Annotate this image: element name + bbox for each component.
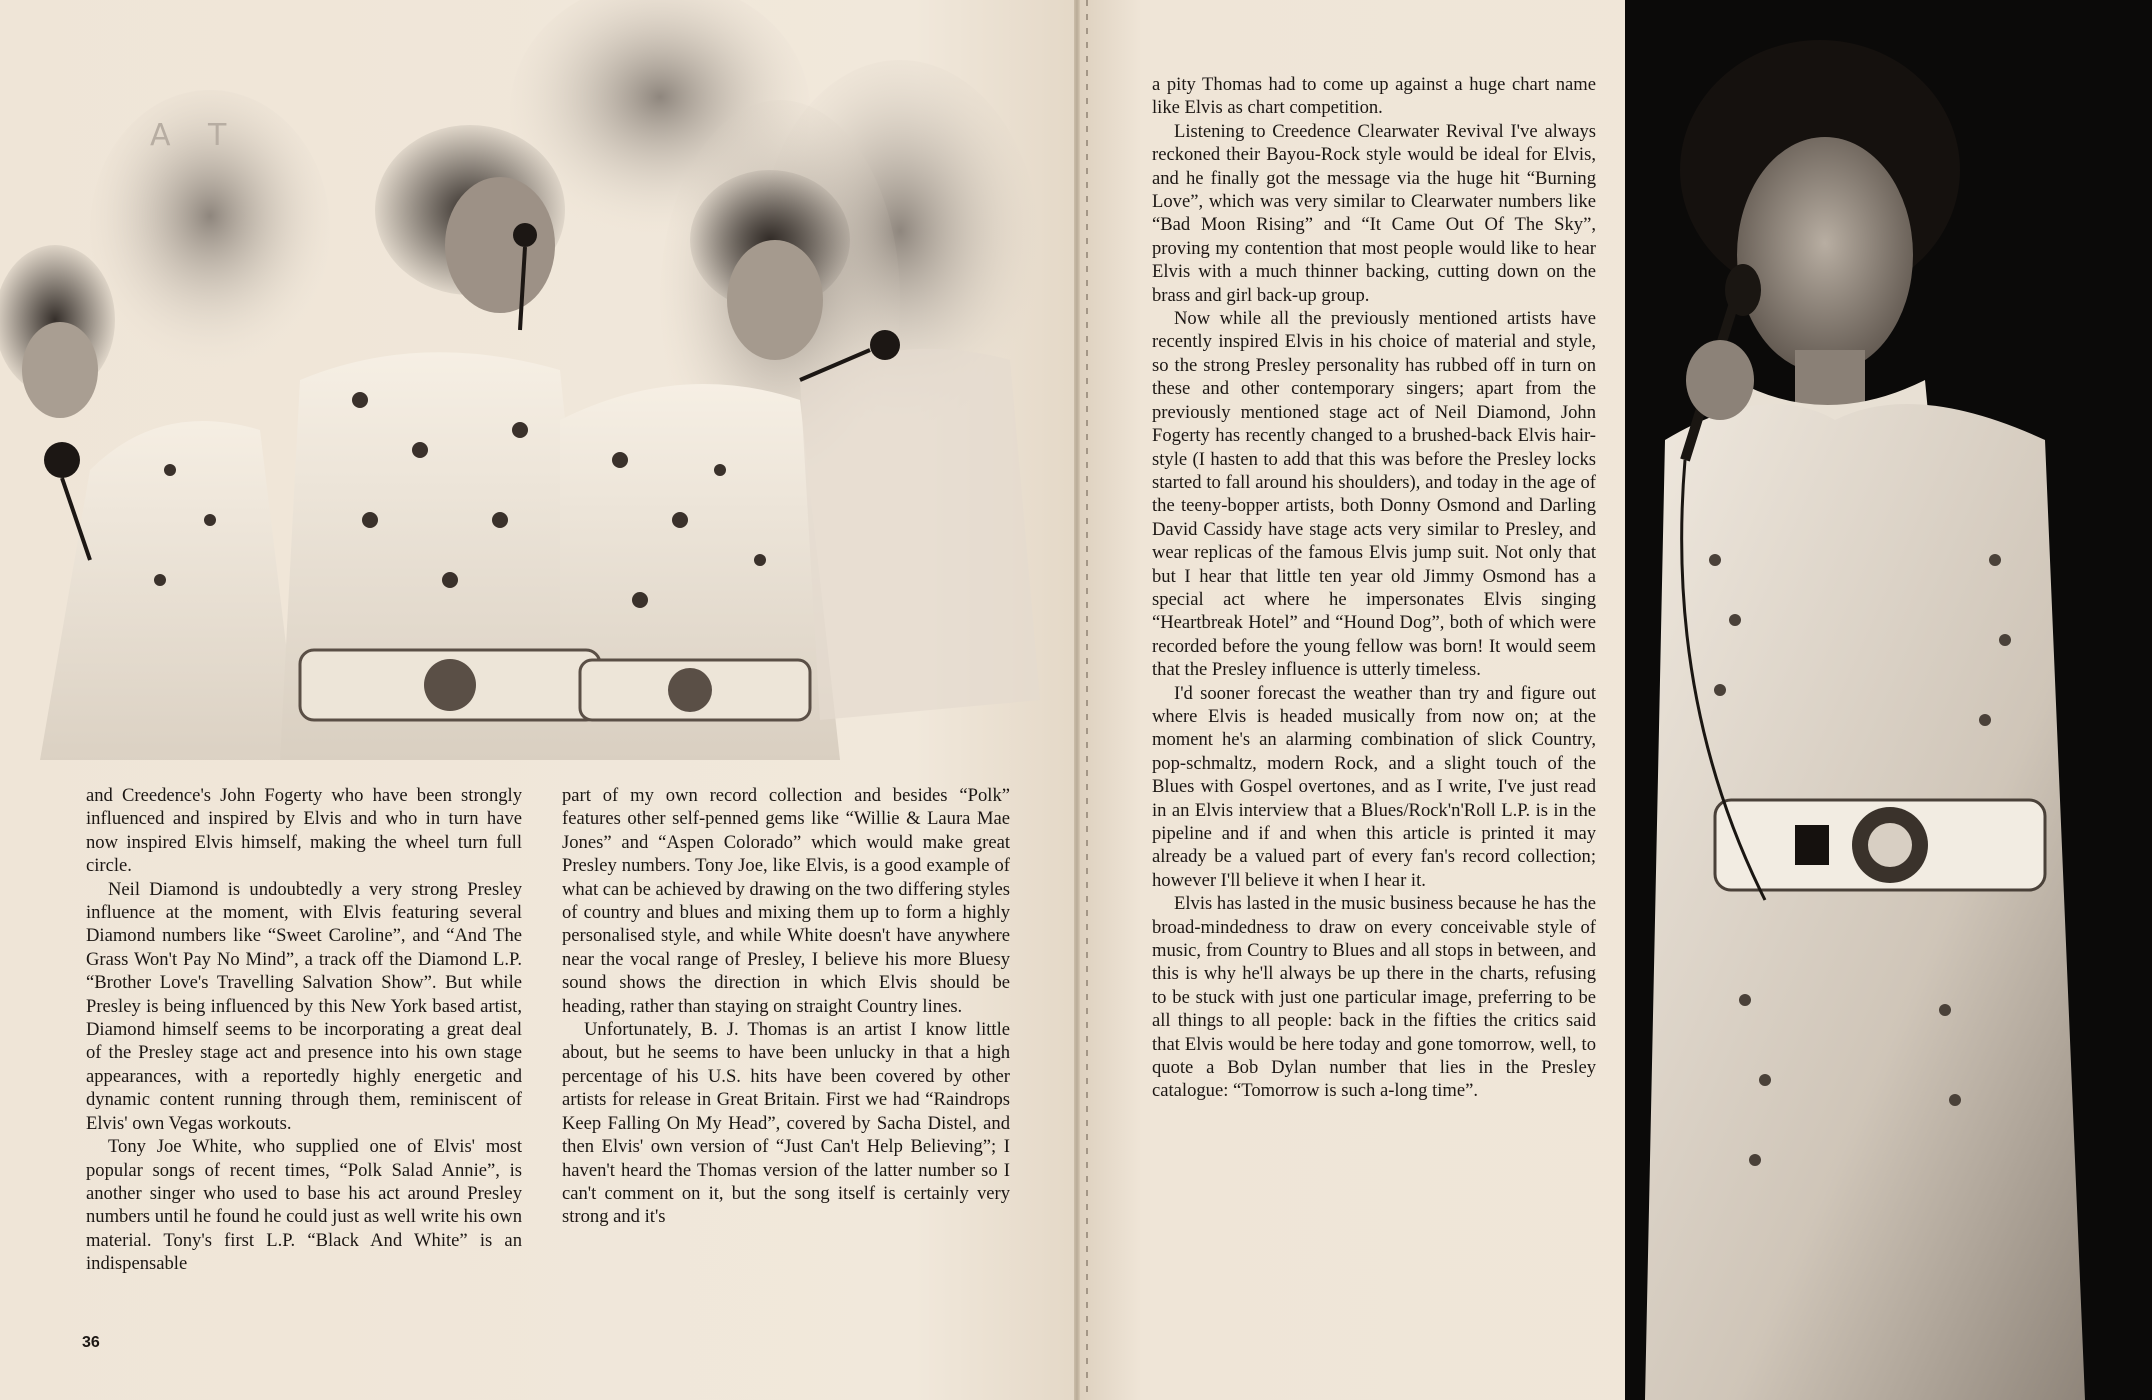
paragraph: Now while all the previously mentioned artists have recently inspired Elvis in his choice of material and style, so the strong Presley personality has rubbed off in turn on these and other contemporary singers; apart from the previously mentioned stage act of Neil Diamond, John Fogerty has recently changed to a brushed-back Elvis hair-style (I hasten to add that this was before the Presley locks started to fall around his shoulders), and today in the age of the teeny-bopper artists, both Donny Osmond and Darling David Cassidy have stage acts very similar to Presley, and wear replicas of the famous Elvis jump suit. Not only that but I hear that little ten year old Jimmy Osmond has a special act where he impersonates Elvis singing “Heartbreak Hotel” and “Hound Dog”, both of which were recorded before the young fellow was born! It would seem that the Presley influence is utterly timeless. [1152, 308, 1596, 681]
paragraph: a pity Thomas had to come up against a huge chart name like Elvis as chart competition. [1152, 74, 1596, 119]
paragraph: Neil Diamond is undoubtedly a very strong Presley influence at the moment, with Elvis featuring several Diamond numbers like “Sweet Caroline”, and “And The Grass Won't Pay No Mind”, a track off the Diamond L.P. “Brother Love's Travelling Salvation Show”. But while Presley is being influenced by this New York based artist, Diamond himself seems to be incorporating a great deal of the Presley stage act and presence into his own stage appearances, with a reportedly highly energetic and dynamic content running through them, reminiscent of Elvis' own Vegas workouts. [86, 878, 522, 1134]
elvis-multiple-exposure-photo [0, 0, 1060, 775]
page-gutter [1074, 0, 1080, 1400]
article-column-2 [562, 784, 1010, 1229]
paragraph: Unfortunately, B. J. Thomas is an artist I know little about, but he seems to have been unlucky in that a high percentage of his U.S. hits have been covered by other artists for release in Great Britain. First we had “Raindrops Keep Falling On My Head”, covered by Sacha Distel, and then Elvis' own version of “Just Can't Help Believing”; I haven't heard the Thomas version of the latter number so I can't comment on it, but the song itself is certainly very strong and it's [562, 1019, 1010, 1228]
paragraph: Elvis has lasted in the music business because he has the broad-mindedness to draw on every conceivable style of music, from Country to Blues and all stops in between, and this is why he'll always be up there in the charts, refusing to be stuck with just one particular image, preferring to be all things to all people: back in the fifties the critics said that Elvis would be here today and gone tomorrow, well, to quote a Bob Dylan number that lies in the Presley catalogue: “Tomorrow is such a-long time”. [1152, 893, 1596, 1102]
pencil-mark: A T [150, 118, 241, 153]
binding-stitch [1086, 0, 1088, 1400]
paragraph: I'd sooner forecast the weather than try and figure out where Elvis is headed musically from now on; at the moment he's an alarming combination of slick Country, pop-schmaltz, modern Rock, and a slight touch of the Blues with Gospel overtones, and as I write, I've just read in an Elvis interview that a Blues/Rock'n'Roll L.P. is in the pipeline and if and when this article is printed it may already be a valued part of every fan's record collection; however I'll believe it when I hear it. [1152, 682, 1596, 891]
paragraph: part of my own record collection and besides “Polk” features other self-penned gems like “Willie & Laura Mae Jones” and “Aspen Colorado” which would make great Presley numbers. Tony Joe, like Elvis, is a good example of what can be achieved by drawing on the two differing styles of country and blues and mixing them up to form a highly personalised style, and while White doesn't have anywhere near the vocal range of Presley, I believe his more Bluesy sound shows the direction in which Elvis should be heading, rather than staying on straight Country lines. [562, 785, 1010, 1017]
article-column-1 [86, 784, 522, 1276]
paragraph: Tony Joe White, who supplied one of Elvis' most popular songs of recent times, “Polk Salad Annie”, is another singer who used to base his act around Presley numbers until he found he could just as well write his own material. Tony's first L.P. “Black And White” is an indispensable [86, 1136, 522, 1275]
paragraph: and Creedence's John Fogerty who have been strongly influenced and inspired by Elvis and who in turn have now inspired Elvis himself, making the wheel turn full circle. [86, 785, 522, 877]
article-column-3 [1152, 73, 1596, 1103]
elvis-concert-photo [1625, 0, 2152, 1400]
page-number: 36 [82, 1334, 100, 1351]
paragraph: Listening to Creedence Clearwater Revival I've always reckoned their Bayou-Rock style would be ideal for Elvis, and he finally got the message via the huge hit “Burning Love”, which was very similar to Clearwater numbers like “Bad Moon Rising” and “It Came Out Of The Sky”, proving my contention that most people would like to hear Elvis with a much thinner backing, cutting down on the brass and girl back-up group. [1152, 120, 1596, 306]
